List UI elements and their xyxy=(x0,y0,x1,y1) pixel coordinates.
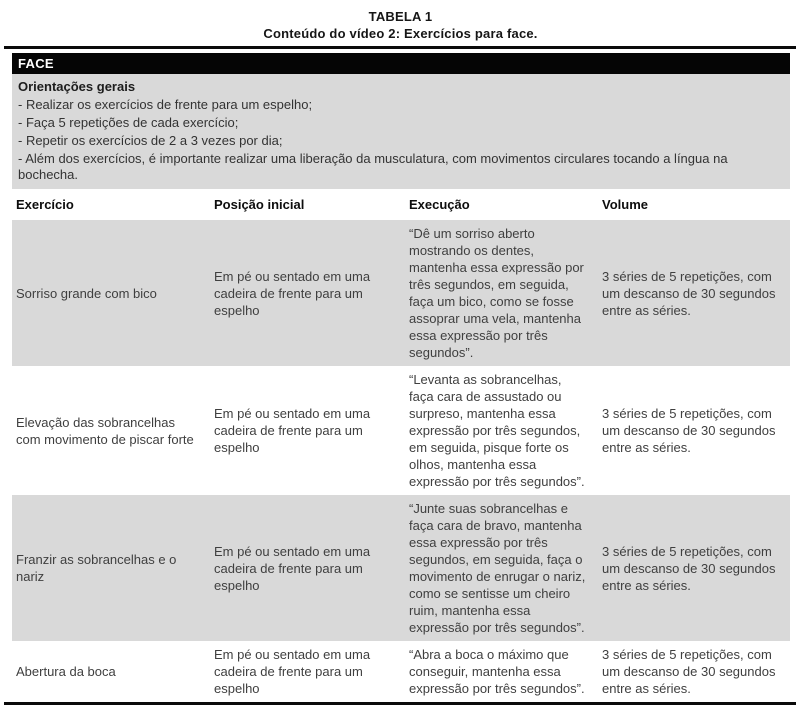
orientation-item: - Repetir os exercícios de 2 a 3 vezes por dia; xyxy=(18,133,283,148)
orientation-item: - Realizar os exercícios de frente para um espelho; xyxy=(18,97,313,112)
orientations-heading: Orientações gerais xyxy=(18,79,136,94)
cell-execution: “Dê um sorriso aberto mostrando os dentes, mantenha essa expressão por três segundos, em seguida, faça um bico, como se fosse assoprar uma vela, mantenha essa expressão por três segundos”. xyxy=(409,226,584,360)
table-subtitle: Conteúdo do vídeo 2: Exercícios para face. xyxy=(263,26,538,41)
cell-initial-position: Em pé ou sentado em uma cadeira de frente para um espelho xyxy=(214,543,371,593)
cell-volume: 3 séries de 5 repetições, com um descanso de 30 segundos entre as séries. xyxy=(602,647,776,696)
column-header-row xyxy=(12,189,790,220)
cell-initial-position: Em pé ou sentado em uma cadeira de frente para um espelho xyxy=(214,406,371,455)
column-header-execucao: Execução xyxy=(409,197,470,212)
top-rule xyxy=(4,46,796,49)
table-row xyxy=(12,366,790,495)
column-header-posicao-inicial: Posição inicial xyxy=(214,197,305,212)
cell-volume: 3 séries de 5 repetições, com um descanso de 30 segundos entre as séries. xyxy=(602,268,776,318)
cell-execution: “Levanta as sobrancelhas, faça cara de assustado ou surpreso, mantenha essa expressão por três segundos, em seguida, pisque forte os olhos, mantenha essa expressão por três segundos”. xyxy=(409,372,585,489)
cell-execution: “Junte suas sobrancelhas e faça cara de bravo, mantenha essa expressão por três segundos, em seguida, faça o movimento de enrugar o nariz, como se sentisse um cheiro ruim, mantenha essa expressão por três segundos”. xyxy=(409,501,586,635)
cell-execution: “Abra a boca o máximo que conseguir, mantenha essa expressão por três segundos”. xyxy=(409,647,585,696)
table xyxy=(4,46,796,705)
table-row xyxy=(12,641,790,702)
cell-exercise: Abertura da boca xyxy=(16,664,116,679)
orientation-item: - Além dos exercícios, é importante realizar uma liberação da musculatura, com movimentos circulares tocando a língua na bochecha. xyxy=(18,151,728,182)
cell-volume: 3 séries de 5 repetições, com um descanso de 30 segundos entre as séries. xyxy=(602,543,776,593)
table-row xyxy=(12,495,790,641)
cell-initial-position: Em pé ou sentado em uma cadeira de frente para um espelho xyxy=(214,647,371,696)
column-header-volume: Volume xyxy=(602,197,648,212)
general-orientations-block xyxy=(12,74,790,189)
column-header-exercicio: Exercício xyxy=(16,197,74,212)
table-row xyxy=(12,220,790,366)
cell-exercise: Elevação das sobrancelhas com movimento de piscar forte xyxy=(16,414,194,447)
cell-initial-position: Em pé ou sentado em uma cadeira de frente para um espelho xyxy=(214,268,371,318)
table-body xyxy=(12,53,790,702)
table-title: TABELA 1 xyxy=(368,9,433,24)
table-caption xyxy=(0,0,801,42)
cell-exercise: Sorriso grande com bico xyxy=(16,285,157,301)
orientation-item: - Faça 5 repetições de cada exercício; xyxy=(18,115,239,130)
cell-volume: 3 séries de 5 repetições, com um descanso de 30 segundos entre as séries. xyxy=(602,406,776,455)
section-header-face: FACE xyxy=(12,53,790,74)
cell-exercise: Franzir as sobrancelhas e o nariz xyxy=(16,552,177,584)
